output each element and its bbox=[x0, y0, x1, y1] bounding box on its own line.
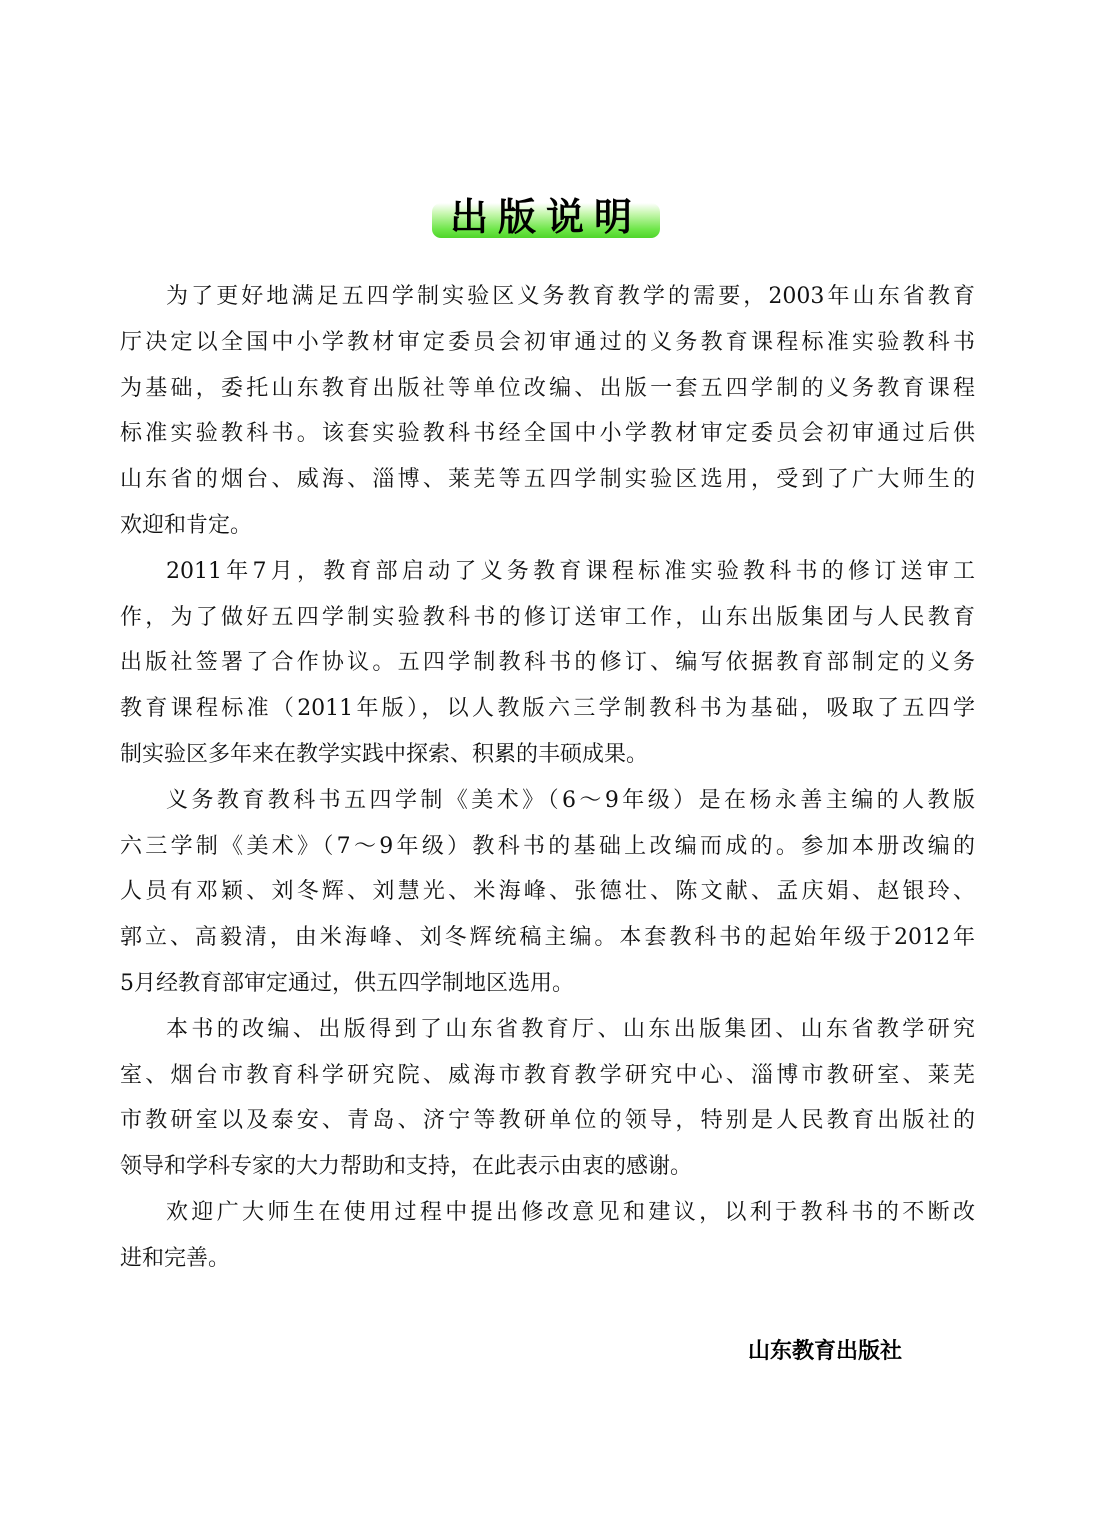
paragraph bbox=[120, 1007, 975, 1190]
text-line: 为基础，委托山东教育出版社等单位改编、出版一套五四学制的义务教育课程 bbox=[120, 375, 975, 401]
text-line: 本书的改编、出版得到了山东省教育厅、山东出版集团、山东省教学研究 bbox=[166, 1016, 975, 1042]
text-line: 教育课程标准（2011年版），以人教版六三学制教科书为基础，吸取了五四学 bbox=[120, 696, 975, 722]
text-line: 作，为了做好五四学制实验教科书的修订送审工作，山东出版集团与人民教育 bbox=[120, 604, 975, 630]
text-line: 标准实验教科书。该套实验教科书经全国中小学教材审定委员会初审通过后供 bbox=[120, 421, 975, 447]
text-line: 欢迎和肯定。 bbox=[120, 512, 253, 538]
text-line: 义务教育教科书五四学制《美术》（6～9年级）是在杨永善主编的人教版 bbox=[166, 787, 975, 813]
text-line: 制实验区多年来在教学实践中探索、积累的丰硕成果。 bbox=[120, 741, 649, 767]
text-line: 郭立、高毅清，由米海峰、刘冬辉统稿主编。本套教科书的起始年级于2012年 bbox=[120, 925, 975, 951]
text-line: 山东省的烟台、威海、淄博、莱芜等五四学制实验区选用，受到了广大师生的 bbox=[120, 467, 975, 493]
text-line: 5月经教育部审定通过，供五四学制地区选用。 bbox=[120, 970, 574, 996]
text-line: 为了更好地满足五四学制实验区义务教育教学的需要，2003年山东省教育 bbox=[166, 284, 975, 309]
document-body bbox=[120, 274, 975, 1282]
paragraph bbox=[120, 1190, 975, 1282]
text-line: 出版社签署了合作协议。五四学制教科书的修订、编写依据教育部制定的义务 bbox=[120, 650, 975, 676]
text-line: 人员有邓颖、刘冬辉、刘慧光、米海峰、张德壮、陈文献、孟庆娟、赵银玲、 bbox=[120, 879, 975, 905]
text-line: 六三学制《美术》（7～9年级）教科书的基础上改编而成的。参加本册改编的 bbox=[120, 833, 975, 859]
text-line: 2011年7月，教育部启动了义务教育课程标准实验教科书的修订送审工 bbox=[166, 558, 975, 584]
text-line: 厅决定以全国中小学教材审定委员会初审通过的义务教育课程标准实验教科书 bbox=[120, 329, 975, 355]
text-line: 欢迎广大师生在使用过程中提出修改意见和建议，以利于教科书的不断改 bbox=[166, 1199, 975, 1225]
text-line: 领导和学科专家的大力帮助和支持，在此表示由衷的感谢。 bbox=[120, 1154, 693, 1180]
paragraph bbox=[120, 274, 975, 549]
text-line: 进和完善。 bbox=[120, 1245, 231, 1271]
paragraph bbox=[120, 549, 975, 778]
paragraph bbox=[120, 778, 975, 1007]
publisher-signature: 山东教育出版社 bbox=[748, 1339, 903, 1364]
page-title: 出版说明 bbox=[449, 194, 642, 239]
text-line: 市教研室以及泰安、青岛、济宁等教研单位的领导，特别是人民教育出版社的 bbox=[120, 1108, 975, 1134]
text-line: 室、烟台市教育科学研究院、威海市教育教学研究中心、淄博市教研室、莱芜 bbox=[120, 1062, 975, 1088]
